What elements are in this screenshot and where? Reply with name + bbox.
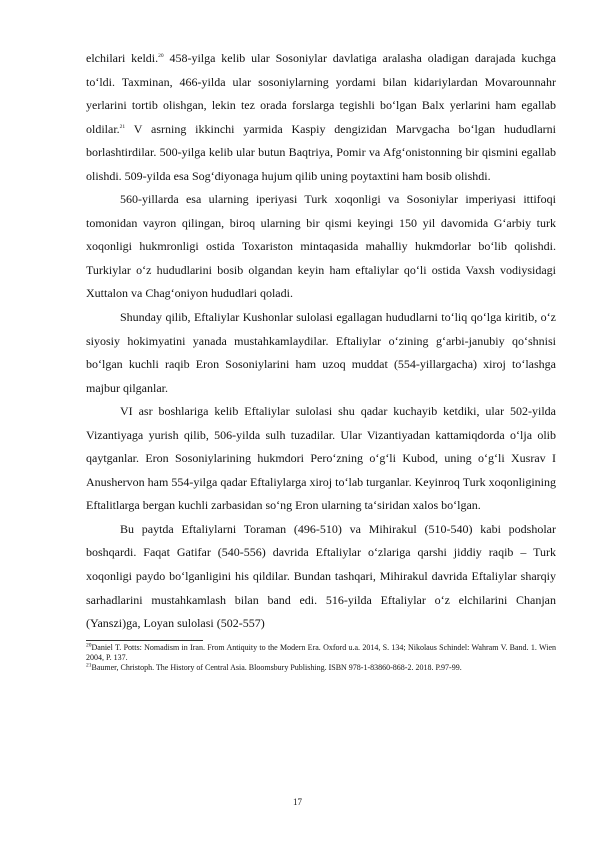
footnote-21-number: 21	[86, 662, 92, 669]
paragraph-1-text-c: V asrning ikkinchi yarmida Kaspiy dengizidan Marvgacha boʻlgan hududlarni borlashtirdilar. 500-yilga kelib ular butun Baqtriya, Pomir va Afgʻonistonning bir qismini egallab olishdi. 509-yilda esa Sogʻdiyonaga hujum qilib uning poytaxtini ham bosib olishdi.	[86, 121, 556, 183]
footnote-separator	[86, 640, 203, 641]
paragraph-3: Shunday qilib, Eftaliylar Kushonlar sulolasi egallagan hududlarni toʻliq qoʻlga kiritib, oʻz siyosiy hokimyatini yanada mustahkamlaydilar. Eftaliylar oʻzining gʻarbi-janubiy qoʻshnisi boʻlgan kuchli raqib Eron Sosoniylarini ham uzoq muddat (554-yillargacha) xiroj toʻlashga majbur qilganlar.	[86, 310, 556, 395]
paragraph-5: Bu paytda Eftaliylarni Toraman (496-510) va Mihirakul (510-540) kabi podsholar boshqardi. Faqat Gatifar (540-556) davrida Eftaliylar oʻzlariga qarshi jiddiy raqib – Turk xoqonligi paydo boʻlganligini his qildilar. Bundan tashqari, Mihirakul davrida Eftaliylar sharqiy sarhadlarini mustahkamlash bilan band edi. 516-yilda Eftaliylar oʻz elchilarini Chanjan (Yanszi)ga, Loyan sulolasi (502-557)	[86, 521, 556, 631]
paragraph-2: 560-yillarda esa ularning iperiyasi Turk xoqonligi va Sosoniylar imperiyasi ittifoqi tomonidan vayron qilingan, biroq ularning bir qismi keyingi 150 yil davomida Gʻarbiy turk xoqonligi hukmronligi ostida Toxariston mintaqasida mahalliy hukmdorlar boʻlib qolishdi. Turkiylar oʻz hududlarini bosib olgandan keyin ham eftaliylar qoʻli ostida Vaxsh vodiysidagi Xuttalon va Chagʻoniyon hududlari qoladi.	[86, 192, 556, 301]
footnote-20-text: Daniel T. Potts: Nomadism in Iran. From Antiquity to the Modern Era. Oxford u.a. 2014, S. 134; Nikolaus Schindel: Wahram V. Band. 1. Wien 2004, P. 137.	[86, 642, 556, 663]
paragraph-1-text-a: elchilari keldi.	[86, 51, 159, 65]
footnote-20-number: 20	[86, 642, 92, 649]
footnote-ref-20[interactable]: 20	[158, 53, 164, 59]
paragraph-4: VI asr boshlariga kelib Eftaliylar sulolasi shu qadar kuchayib ketdiki, ular 502-yilda Vizantiyaga yurish qilib, 506-yilda sulh tuzadilar. Ular Vizantiyadan kattamiqdorda oʻlja olib qaytganlar. Eron Sosoniylarining hukmdori Peroʻzning oʻgʻli Kubod, uning oʻgʻli Xusrav I Anushervon ham 554-yilga qadar Eftaliylarga xiroj toʻlab turganlar. Keyinroq Turk xoqonligining Eftalitlarga bergan kuchli zarbasidan soʻng Eron ularning ta‘siridan xalos boʻlgan.	[86, 404, 556, 513]
page-body	[86, 47, 556, 674]
paragraph-1	[86, 47, 556, 188]
paragraph-1-text-b: 458-yilga kelib ular Sosoniylar davlatiga aralasha oladigan darajada kuchga toʻldi. Taxminan, 466-yilda ular sosoniylarning yordami bilan kidariylardan Movarounnahr yerlarini tortib olishgan, lekin tez orada forslarga tegishli boʻlgan Balx yerlarini ham egallab oldilar.	[86, 51, 556, 136]
footnote-20	[86, 643, 556, 664]
footnote-21-text: Baumer, Christoph. The History of Central Asia. Bloomsbury Publishing. ISBN 978-1-83860-868-2. 2018. P.97-99.	[91, 663, 462, 673]
footnote-21	[86, 663, 556, 673]
page-number: 17	[293, 797, 302, 807]
footnote-ref-21[interactable]: 21	[119, 123, 126, 130]
